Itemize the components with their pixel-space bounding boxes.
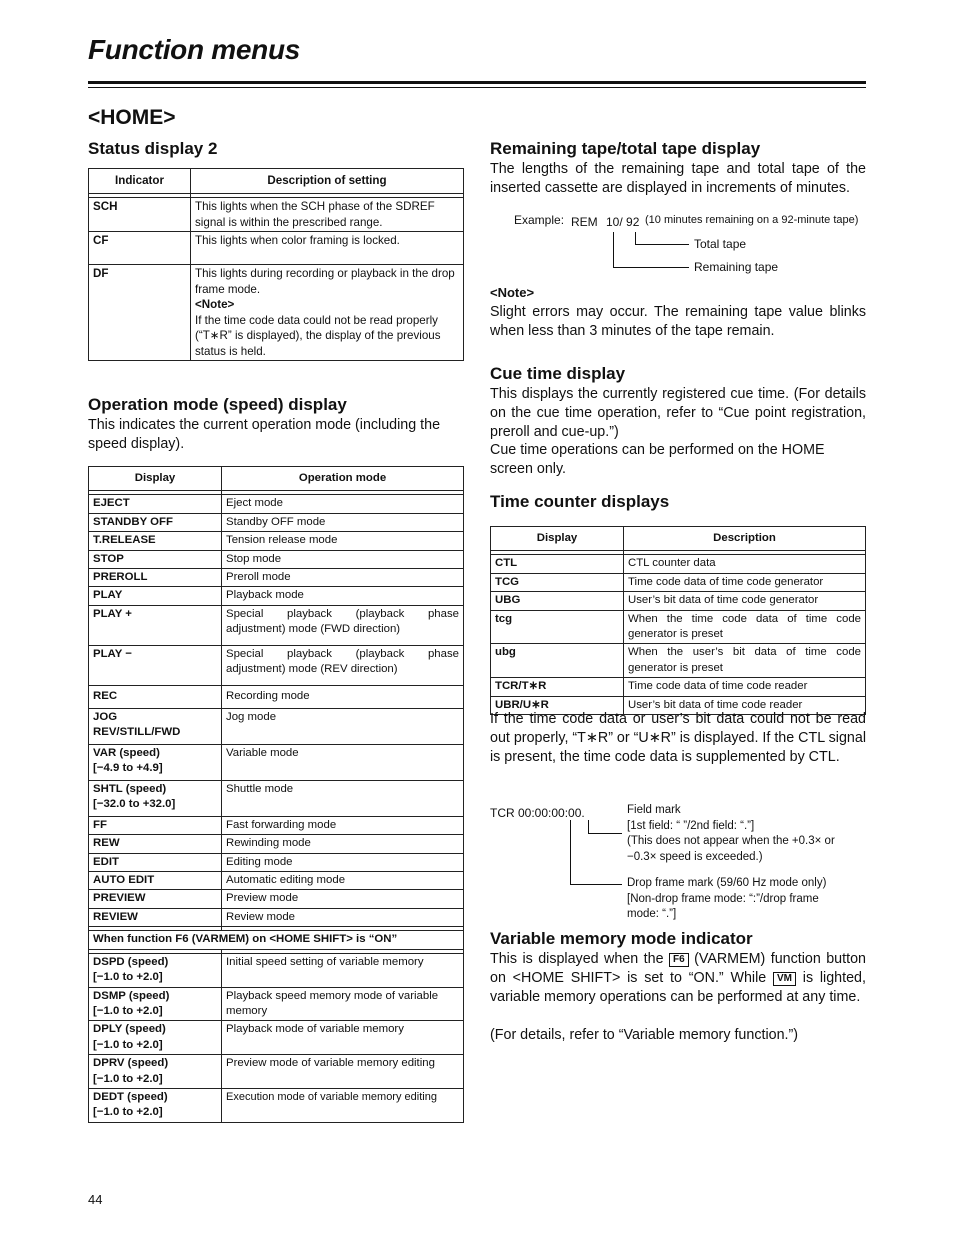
display-cell: ubg: [491, 644, 624, 678]
example-description: (10 minutes remaining on a 92-minute tape): [645, 214, 859, 226]
table-header-row: [491, 527, 866, 551]
field-mark-line: [1st field: “ ”/2nd field: “.”]: [627, 819, 755, 832]
display-cell: FF: [89, 816, 222, 834]
mode-cell: Special playback (playback phase adjustment) mode (FWD direction): [222, 605, 464, 645]
mode-cell: Fast forwarding mode: [222, 816, 464, 834]
description-cell: Time code data of time code generator: [624, 573, 866, 591]
example-value: 10/ 92: [606, 215, 640, 229]
time-counter-text: If the time code data or user’s bit data could not be read out properly, “T∗R” or “U∗R” is displayed. If the CTL signal is present, the time code data is supplemented by CTL.: [490, 711, 866, 765]
column-header: Description: [624, 527, 866, 551]
table-row: [89, 953, 464, 987]
leader-line: [588, 820, 589, 833]
table-subheader-row: [89, 931, 464, 949]
header-rule-thick: [88, 81, 866, 84]
table-row: [89, 587, 464, 605]
page-number: 44: [88, 1192, 103, 1207]
table-header-row: [89, 169, 464, 194]
page-title: Function menus: [88, 34, 301, 65]
display-line-2: [−1.0 to +2.0]: [93, 1106, 163, 1119]
vm-indicator-icon: VM: [773, 972, 796, 986]
table-row: [491, 573, 866, 591]
total-tape-label: Total tape: [694, 237, 747, 251]
mode-cell: Variable mode: [222, 744, 464, 780]
display-cell: PLAY −: [89, 645, 222, 685]
display-line: SHTL (speed): [93, 782, 167, 795]
column-header: Indicator: [89, 169, 191, 194]
display-cell: UBG: [491, 592, 624, 610]
table-row: [89, 569, 464, 587]
display-cell: tcg: [491, 610, 624, 644]
display-cell: TCG: [491, 573, 624, 591]
display-cell: PLAY: [89, 587, 222, 605]
status-display-heading: Status display 2: [88, 139, 218, 158]
table-row: [89, 265, 464, 361]
table-row: [89, 708, 464, 744]
display-line: DPLY (speed): [93, 1023, 166, 1036]
text-run: is lighted, variable memory operations can be performed at any time.: [490, 970, 866, 1005]
remaining-tape-text: The lengths of the remaining tape and total tape of the inserted cassette are displayed in increments of minutes.: [490, 161, 866, 196]
mode-cell: Recording mode: [222, 685, 464, 708]
display-cell: STOP: [89, 550, 222, 568]
field-mark-annotation: [627, 803, 867, 865]
column-header: Display: [89, 467, 222, 491]
note-label: <Note>: [195, 298, 235, 311]
display-line: DEDT (speed): [93, 1090, 168, 1103]
display-line: DSMP (speed): [93, 989, 170, 1002]
table-row: [89, 550, 464, 568]
mode-cell: Shuttle mode: [222, 780, 464, 816]
leader-line: [635, 232, 636, 244]
description-cell: Time code data of time code reader: [624, 678, 866, 696]
display-cell: CTL: [491, 555, 624, 573]
mode-cell: Standby OFF mode: [222, 513, 464, 531]
mode-cell: Automatic editing mode: [222, 872, 464, 890]
f6-key-icon: F6: [669, 953, 689, 967]
mode-cell: Rewinding mode: [222, 835, 464, 853]
table-header-row: [89, 467, 464, 491]
variable-memory-reference: (For details, refer to “Variable memory function.”): [490, 1027, 799, 1043]
variable-memory-text: [490, 950, 866, 1007]
display-line: VAR (speed): [93, 746, 160, 759]
table-row: [89, 987, 464, 1021]
leader-line: [588, 833, 622, 834]
mode-cell: Jog mode: [222, 708, 464, 744]
column-header: Description of setting: [191, 169, 464, 194]
tcr-example: TCR 00:00:00:00.: [490, 806, 585, 820]
note-text: Slight errors may occur. The remaining tape value blinks when less than 3 minutes of the tape remain.: [490, 304, 866, 339]
note-label: <Note>: [490, 285, 535, 300]
example-label: Example:: [514, 213, 565, 227]
table-row: [89, 1088, 464, 1122]
mode-cell: Eject mode: [222, 495, 464, 513]
table-row: [89, 744, 464, 780]
display-line: JOG: [93, 710, 118, 723]
display-cell: PREVIEW: [89, 890, 222, 908]
display-line-2: REV/STILL/FWD: [93, 726, 181, 739]
table-row: [89, 685, 464, 708]
drop-frame-line: [Non-drop frame mode: “:”/drop frame: [627, 892, 819, 905]
mode-cell: Preview mode: [222, 890, 464, 908]
indicator-cell: SCH: [89, 198, 191, 232]
table-row: [89, 853, 464, 871]
column-header: Operation mode: [222, 467, 464, 491]
table-row: [491, 592, 866, 610]
operation-mode-intro: This indicates the current operation mode (including the speed display).: [88, 417, 441, 452]
example-rem: REM: [571, 215, 598, 229]
display-line-2: [−4.9 to +4.9]: [93, 762, 163, 775]
status-table: [88, 168, 464, 361]
leader-line: [613, 232, 614, 267]
display-cell: EDIT: [89, 853, 222, 871]
display-line-2: [−1.0 to +2.0]: [93, 1072, 163, 1085]
cue-time-heading: Cue time display: [490, 364, 626, 383]
mode-cell: Special playback (playback phase adjustment) mode (REV direction): [222, 645, 464, 685]
description-cell: When the user’s bit data of time code generator is preset: [624, 644, 866, 678]
mode-cell: Initial speed setting of variable memory: [222, 953, 464, 987]
description-cell: [191, 265, 464, 361]
mode-cell: Stop mode: [222, 550, 464, 568]
remaining-tape-label: Remaining tape: [694, 260, 779, 274]
display-cell: REVIEW: [89, 908, 222, 926]
table-row: [89, 1021, 464, 1055]
column-header: Display: [491, 527, 624, 551]
display-cell: EJECT: [89, 495, 222, 513]
table-row: [89, 645, 464, 685]
display-cell: UBR/U∗R: [491, 696, 624, 714]
remaining-tape-heading: Remaining tape/total tape display: [490, 139, 761, 158]
description-cell: User’s bit data of time code reader: [624, 696, 866, 714]
operation-mode-heading: Operation mode (speed) display: [88, 395, 347, 414]
table-row: [89, 495, 464, 513]
table-row: [89, 605, 464, 645]
description-cell: This lights when color framing is locked.: [191, 232, 464, 265]
drop-frame-annotation: [627, 876, 867, 923]
display-cell: STANDBY OFF: [89, 513, 222, 531]
table-row: [89, 232, 464, 265]
note-text: If the time code data could not be read properly (“T∗R” is displayed), the display of the previous status is held.: [195, 313, 441, 358]
table-row: [89, 532, 464, 550]
mode-cell: Playback mode: [222, 587, 464, 605]
table-row: [491, 555, 866, 573]
mode-cell: Playback speed memory mode of variable memory: [222, 987, 464, 1021]
mode-cell: Preview mode of variable memory editing: [222, 1055, 464, 1089]
leader-line: [613, 267, 689, 268]
section-heading: <HOME>: [88, 106, 176, 129]
display-cell: PREROLL: [89, 569, 222, 587]
display-line-2: [−1.0 to +2.0]: [93, 1004, 163, 1017]
table-row: [491, 644, 866, 678]
display-cell: PLAY +: [89, 605, 222, 645]
table-row: [491, 610, 866, 644]
table-row: [89, 872, 464, 890]
table-row: [89, 198, 464, 232]
display-cell: TCR/T∗R: [491, 678, 624, 696]
table-row: [89, 908, 464, 926]
text-run: This is displayed when the: [490, 951, 664, 967]
display-line-2: [−1.0 to +2.0]: [93, 1038, 163, 1051]
table-row: [89, 513, 464, 531]
description-cell: User’s bit data of time code generator: [624, 592, 866, 610]
operation-mode-table: [88, 466, 464, 1123]
text-run: (VARMEM) function button on <HOME SHIFT> is set to “ON.” While: [490, 951, 866, 986]
description-text: This lights during recording or playback in the drop frame mode.: [195, 267, 455, 296]
table-row: [89, 780, 464, 816]
variable-memory-heading: Variable memory mode indicator: [490, 929, 753, 948]
mode-cell: Execution mode of variable memory editing: [222, 1088, 464, 1122]
display-line: DSPD (speed): [93, 955, 169, 968]
field-mark-line: −0.3× speed is exceeded.): [627, 850, 763, 863]
header-rule-thin: [88, 87, 866, 88]
mode-cell: Editing mode: [222, 853, 464, 871]
display-cell: T.RELEASE: [89, 532, 222, 550]
table-row: [89, 890, 464, 908]
varmem-subheader: When function F6 (VARMEM) on <HOME SHIFT> is “ON”: [89, 931, 464, 949]
indicator-cell: CF: [89, 232, 191, 265]
drop-frame-line: mode: “.”]: [627, 908, 677, 920]
description-cell: CTL counter data: [624, 555, 866, 573]
description-cell: This lights when the SCH phase of the SDREF signal is within the prescribed range.: [191, 198, 464, 232]
mode-cell: Tension release mode: [222, 532, 464, 550]
leader-line: [570, 820, 571, 884]
table-row: [89, 835, 464, 853]
mode-cell: Preroll mode: [222, 569, 464, 587]
display-line: DPRV (speed): [93, 1057, 169, 1070]
display-cell: AUTO EDIT: [89, 872, 222, 890]
mode-cell: Playback mode of variable memory: [222, 1021, 464, 1055]
indicator-cell: DF: [89, 265, 191, 361]
table-row: [89, 816, 464, 834]
cue-time-text-2: Cue time operations can be performed on the HOME screen only.: [490, 442, 825, 477]
display-line-2: [−1.0 to +2.0]: [93, 971, 163, 984]
time-counter-heading: Time counter displays: [490, 492, 670, 511]
display-line-2: [−32.0 to +32.0]: [93, 798, 176, 811]
leader-line: [570, 884, 622, 885]
drop-frame-line: Drop frame mark (59/60 Hz mode only): [627, 877, 827, 889]
field-mark-line: (This does not appear when the +0.3× or: [627, 835, 835, 847]
cue-time-text: This displays the currently registered cue time. (For details on the cue time operation, refer to “Cue point registration, preroll and cue-up.”): [490, 386, 866, 440]
leader-line: [635, 244, 689, 245]
display-cell: REC: [89, 685, 222, 708]
time-counter-table: [490, 526, 866, 715]
display-cell: REW: [89, 835, 222, 853]
mode-cell: Review mode: [222, 908, 464, 926]
table-row: [491, 678, 866, 696]
table-row: [89, 1055, 464, 1089]
field-mark-title: Field mark: [627, 804, 681, 816]
description-cell: When the time code data of time code generator is preset: [624, 610, 866, 644]
